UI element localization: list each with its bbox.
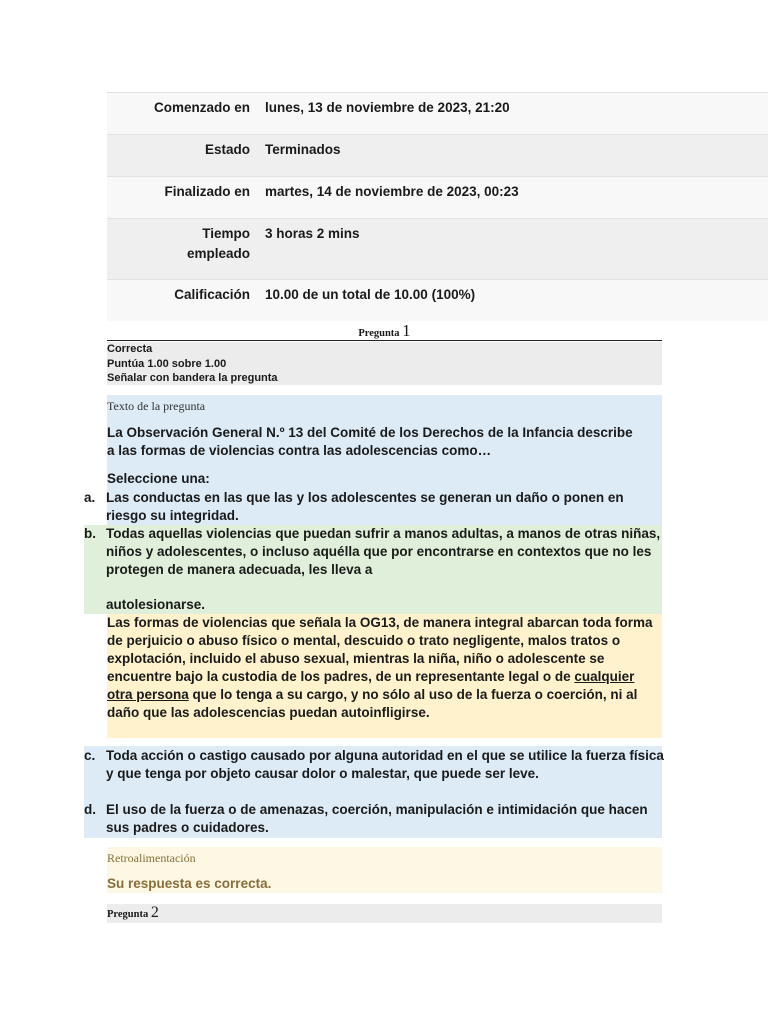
- flag-question-link[interactable]: Señalar con bandera la pregunta: [107, 372, 278, 384]
- option-text: Las conductas en las que las y los adolescentes se generan un daño o ponen en riesgo su integridad.: [106, 490, 624, 523]
- answer-option-a[interactable]: [84, 489, 662, 525]
- option-letter: d.: [84, 802, 96, 817]
- option-text: El uso de la fuerza o de amenazas, coerción, manipulación e intimidación que hacen sus padres o cuidadores.: [106, 802, 648, 835]
- option-letter: b.: [84, 526, 96, 541]
- question-1-heading: [107, 321, 662, 341]
- summary-row-time-taken: [107, 218, 768, 279]
- question-score: Puntúa 1.00 sobre 1.00: [107, 357, 227, 370]
- question-1-info: [107, 342, 662, 385]
- option-letter: a.: [84, 490, 96, 505]
- question-text-label: Texto de la pregunta: [107, 399, 206, 413]
- summary-label: Estado: [204, 142, 250, 157]
- question-heading-word: Pregunta: [358, 328, 400, 339]
- select-prompt: Seleccione una:: [107, 471, 210, 486]
- summary-row-grade: [107, 279, 768, 321]
- summary-label: [107, 219, 250, 279]
- summary-label-line: Tiempo: [202, 226, 250, 241]
- general-feedback-block: [107, 847, 662, 893]
- feedback-label: Retroalimentación: [107, 851, 196, 865]
- feedback-text: Las formas de violencias que señala la OG13, de manera integral abarcan toda forma de perjuicio o abuso físico o mental, descuido o trato negligente, malos tratos o explotación, incluido el abuso sexual, mientras la niña, niño o adolescente se encuentre bajo la custodia de los padres, de un representante legal o de: [107, 615, 653, 684]
- summary-value: 10.00 de un total de 10.00 (100%): [265, 287, 476, 302]
- summary-label: Comenzado en: [153, 100, 250, 115]
- summary-value: 3 horas 2 mins: [265, 226, 360, 241]
- question-text: La Observación General N.º 13 del Comité de los Derechos de la Infancia describe a las formas de violencias contra las adolescencias como…: [107, 425, 633, 458]
- specific-feedback: [107, 614, 662, 722]
- option-text: Toda acción o castigo causado por alguna autoridad en el que se utilice la fuerza física y que tenga por objeto causar dolor o malestar, que puede ser leve.: [106, 748, 664, 781]
- question-heading-word: Pregunta: [107, 909, 149, 920]
- option-letter: c.: [84, 748, 96, 763]
- summary-row-finished: [107, 176, 768, 218]
- question-2-heading: [107, 904, 662, 923]
- feedback-message: Su respuesta es correcta.: [107, 876, 272, 891]
- summary-value: lunes, 13 de noviembre de 2023, 21:20: [265, 100, 510, 115]
- summary-row-state: [107, 134, 768, 176]
- option-text: Todas aquellas violencias que puedan sufrir a manos adultas, a manos de otras niñas, niños y adolescentes, o incluso aquélla que por encontrarse en contextos que no les protegen de manera adecuada, les lleva a: [106, 526, 661, 577]
- summary-label: Calificación: [174, 287, 250, 302]
- feedback-text: que lo tenga a su cargo, y no sólo al uso de la fuerza o coerción, ni al daño que las adolescencias puedan autoinfligirse.: [107, 687, 638, 720]
- question-status: Correcta: [107, 343, 153, 355]
- option-text-end: autolesionarse.: [106, 597, 206, 612]
- attempt-summary-table: [107, 92, 768, 321]
- feedback-underlined-text: cualquier otra persona: [107, 669, 635, 702]
- question-number: 2: [150, 904, 159, 921]
- summary-label: Finalizado en: [164, 184, 250, 199]
- summary-label-line: empleado: [186, 246, 250, 261]
- summary-value: Terminados: [265, 142, 341, 157]
- question-number: 1: [402, 321, 411, 340]
- summary-row-started: [107, 92, 768, 134]
- summary-value: martes, 14 de noviembre de 2023, 00:23: [265, 184, 519, 199]
